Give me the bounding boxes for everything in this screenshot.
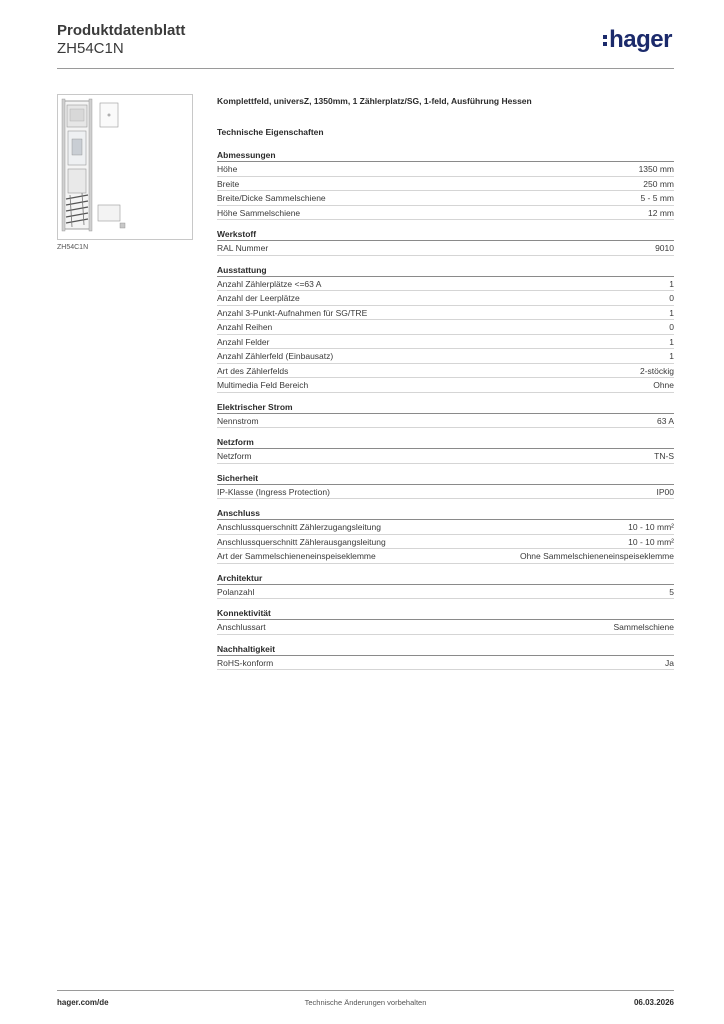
spec-row <box>217 349 674 364</box>
spec-value: Sammelschiene <box>613 622 674 632</box>
spec-label: Anschlussart <box>217 622 266 632</box>
section-title: Abmessungen <box>217 149 674 162</box>
spec-value: 12 mm <box>648 207 674 218</box>
spec-section <box>217 607 674 635</box>
logo-text: hager <box>609 26 672 53</box>
spec-label: Anzahl Felder <box>217 336 270 347</box>
spec-section <box>217 643 674 671</box>
spec-row <box>217 620 674 635</box>
spec-row <box>217 549 674 564</box>
spec-row <box>217 162 674 177</box>
spec-label: Art der Sammelschieneneinspeiseklemme <box>217 551 376 561</box>
spec-value: 1 <box>669 307 674 318</box>
spec-value: 1350 mm <box>638 164 674 174</box>
spec-label: Netzform <box>217 451 252 461</box>
spec-value: 5 - 5 mm <box>640 193 674 203</box>
image-caption: ZH54C1N <box>57 244 89 251</box>
spec-label: RoHS-konform <box>217 657 274 668</box>
product-description: Komplettfeld, universZ, 1350mm, 1 Zählerplatz/SG, 1-feld, Ausführung Hessen <box>217 96 532 106</box>
spec-label: Höhe <box>217 164 238 174</box>
spec-row <box>217 414 674 429</box>
spec-value: 10 - 10 mm² <box>628 536 674 547</box>
spec-row <box>217 191 674 206</box>
section-title: Anschluss <box>217 507 674 520</box>
spec-value: 10 - 10 mm² <box>628 522 674 532</box>
spec-label: Anzahl 3-Punkt-Aufnahmen für SG/TRE <box>217 307 368 318</box>
spec-value: Ohne Sammelschieneneinspeiseklemme <box>519 551 674 561</box>
spec-row <box>217 320 674 335</box>
spec-row <box>217 335 674 350</box>
spec-section <box>217 149 674 220</box>
spec-row <box>217 378 674 393</box>
spec-value: Ohne <box>653 380 674 390</box>
spec-value: 5 <box>669 586 674 597</box>
spec-label: Breite <box>217 178 240 189</box>
section-title: Sicherheit <box>217 472 674 485</box>
spec-label: Höhe Sammelschiene <box>217 207 301 218</box>
footer-date: 06.03.2026 <box>633 998 674 1007</box>
product-illustration-icon <box>58 95 192 239</box>
spec-row <box>217 306 674 321</box>
spec-row <box>217 656 674 671</box>
section-title: Elektrischer Strom <box>217 401 674 414</box>
spec-row <box>217 585 674 600</box>
spec-value: 1 <box>669 351 674 361</box>
spec-label: Art des Zählerfelds <box>217 365 289 376</box>
spec-label: Anschlussquerschnitt Zählerausgangsleitung <box>217 536 386 547</box>
spec-row <box>217 177 674 192</box>
spec-value: 63 A <box>656 415 674 426</box>
footer-divider <box>57 990 674 991</box>
section-title: Konnektivität <box>217 607 674 620</box>
spec-value: 0 <box>669 293 674 303</box>
spec-row <box>217 535 674 550</box>
technical-properties-heading: Technische Eigenschaften <box>217 127 324 137</box>
spec-section <box>217 401 674 429</box>
footer-notice: Technische Änderungen vorbehalten <box>304 998 427 1007</box>
product-image <box>57 94 193 240</box>
spec-row <box>217 485 674 500</box>
spec-label: Multimedia Feld Bereich <box>217 380 309 390</box>
spec-label: RAL Nummer <box>217 243 269 253</box>
spec-row <box>217 241 674 256</box>
spec-label: Anzahl Zählerfeld (Einbausatz) <box>217 351 334 361</box>
section-title: Architektur <box>217 572 674 585</box>
spec-label: Breite/Dicke Sammelschiene <box>217 193 326 203</box>
spec-row <box>217 206 674 221</box>
spec-row <box>217 449 674 464</box>
spec-label: Anzahl der Leerplätze <box>217 293 300 303</box>
logo-dots-icon <box>603 35 607 46</box>
spec-row <box>217 291 674 306</box>
spec-value: 9010 <box>655 243 674 253</box>
spec-section <box>217 572 674 600</box>
spec-value: 0 <box>669 322 674 332</box>
section-title: Netzform <box>217 436 674 449</box>
spec-section <box>217 436 674 464</box>
spec-label: Nennstrom <box>217 415 259 426</box>
spec-label: Anschlussquerschnitt Zählerzugangsleitung <box>217 522 381 532</box>
spec-label: IP-Klasse (Ingress Protection) <box>217 486 330 497</box>
page-header <box>57 22 674 70</box>
spec-label: Polanzahl <box>217 586 255 597</box>
spec-row <box>217 277 674 292</box>
document-title: Produktdatenblatt <box>57 22 186 39</box>
spec-value: 250 mm <box>643 178 674 189</box>
header-divider <box>57 68 674 69</box>
spec-section <box>217 472 674 500</box>
spec-value: Ja <box>665 657 674 668</box>
product-content <box>217 96 674 678</box>
footer-website: hager.com/de <box>57 998 109 1007</box>
section-title: Ausstattung <box>217 264 674 277</box>
spec-label: Anzahl Reihen <box>217 322 273 332</box>
spec-value: 2-stöckig <box>639 365 674 376</box>
spec-section <box>217 228 674 256</box>
spec-row <box>217 364 674 379</box>
spec-value: TN-S <box>654 451 674 461</box>
section-title: Nachhaltigkeit <box>217 643 674 656</box>
spec-value: 1 <box>669 336 674 347</box>
spec-value: 1 <box>669 278 674 289</box>
spec-section <box>217 264 674 393</box>
spec-sections <box>217 149 674 670</box>
spec-label: Anzahl Zählerplätze <=63 A <box>217 278 322 289</box>
hager-logo <box>603 28 672 52</box>
section-title: Werkstoff <box>217 228 674 241</box>
spec-section <box>217 507 674 564</box>
product-code: ZH54C1N <box>57 40 124 57</box>
spec-row <box>217 520 674 535</box>
spec-value: IP00 <box>656 486 674 497</box>
